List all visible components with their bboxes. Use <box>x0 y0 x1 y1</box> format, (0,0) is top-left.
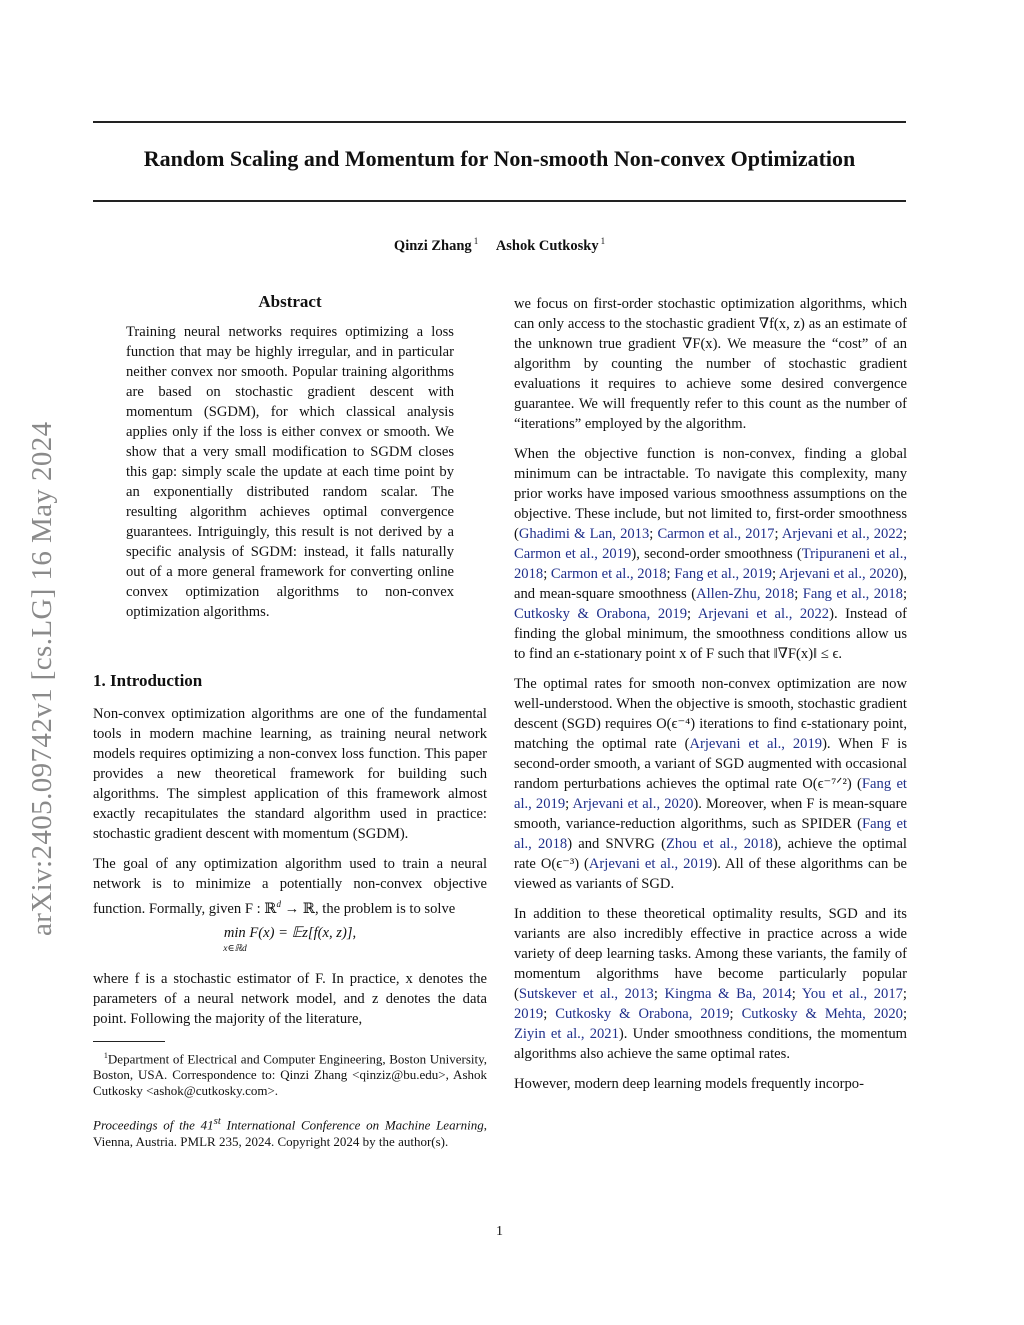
citation-link[interactable]: Carmon et al., 2019 <box>514 546 632 562</box>
right-column <box>514 294 907 1104</box>
citation-link[interactable]: Zhou et al., 2018 <box>666 836 773 852</box>
page-number: 1 <box>496 1224 503 1239</box>
citation-link[interactable]: Arjevani et al., 2020 <box>778 566 899 582</box>
citation-link[interactable]: Fang et al., 2018 <box>514 816 907 852</box>
citation-link[interactable]: 2019 <box>514 1006 544 1022</box>
body-paragraph: When the objective function is non-convex, finding a global minimum can be intractable. To navigate this complexity, many prior works have imposed various smoothness assumptions on the objective. These include, but not limited to, first-order smoothness (Ghadimi & Lan, 2013; Carmon et al., 2017; Arjevani et al., 2022; Carmon et al., 2019), second-order smoothness (Tripuraneni et al., 2018; Carmon et al., 2018; Fang et al., 2019; Arjevani et al., 2020), and mean-square smoothness (Allen-Zhu, 2018; Fang et al., 2018; Cutkosky & Orabona, 2019; Arjevani et al., 2022). Instead of finding the global minimum, the smoothness conditions allow us to find an ϵ-stationary point x of F such that ‖∇F(x)‖ ≤ ϵ. <box>514 446 908 662</box>
author: Qinzi Zhang $^1$ <box>393 236 479 254</box>
citation-link[interactable]: Cutkosky & Orabona, 2019 <box>514 606 688 622</box>
citation-link[interactable]: Fang et al., 2019 <box>514 776 907 812</box>
section-heading-introduction: 1. Introduction <box>93 671 203 690</box>
citation-link[interactable]: Carmon et al., 2017 <box>657 526 775 542</box>
intro-paragraph: where f is a stochastic estimator of F. In practice, x denotes the parameters of a neural network model, and z denotes the data point. Following the majority of the literature, <box>93 970 487 1027</box>
body-paragraph: However, modern deep learning models frequently incorpo- <box>514 1076 864 1092</box>
citation-link[interactable]: Cutkosky & Orabona, 2019 <box>555 1006 730 1022</box>
intro-paragraph: The goal of any optimization algorithm used to train a neural network is to minimize a potentially non-convex objective function. Formally, given F : ℝ$^d$ → ℝ, the problem is to solve <box>93 856 487 917</box>
citation-link[interactable]: Arjevani et al., 2019 <box>588 856 713 872</box>
arxiv-stamp: arXiv:2405.09742v1 [cs.LG] 16 May 2024 <box>26 421 58 936</box>
body-paragraph: In addition to these theoretical optimality results, SGD and its variants are also incredibly effective in practice across a wide variety of deep learning tasks. Among these variants, the family of momentum algorithms have become particularly popular (Sutskever et al., 2013; Kingma & Ba, 2014; You et al., 2017; 2019; Cutkosky & Orabona, 2019; Cutkosky & Mehta, 2020; Ziyin et al., 2021). Under smoothness conditions, the momentum algorithms also achieve the same optimal rates. <box>514 906 907 1062</box>
left-column <box>93 290 487 1150</box>
body-paragraph: we focus on first-order stochastic optimization algorithms, which can only access to the stochastic gradient ∇f(x, z) as an estimate of the unknown true gradient ∇F(x). We measure the “cost” of an algorithm by counting the number of stochastic gradient evaluations it requires to achieve some desired convergence guarantee. We will frequently refer to this count as the number of “iterations” employed by the algorithm. <box>514 296 907 432</box>
citation-link[interactable]: Arjevani et al., 2022 <box>781 526 903 542</box>
author: Ashok Cutkosky $^1$ <box>495 236 606 254</box>
proceedings-note: Proceedings of the 41st International Conference on Machine Learning, Vienna, Austria. PMLR 235, 2024. Copyright 2024 by the author(s). <box>93 1115 487 1149</box>
abstract-heading: Abstract <box>258 292 322 311</box>
title-rule-top <box>93 121 906 123</box>
citation-link[interactable]: Ziyin et al., 2021 <box>514 1026 619 1042</box>
affiliation-footnote: $^1$Department of Electrical and Computer Engineering, Boston University, Boston, USA. Correspondence to: Qinzi Zhang <qinziz@bu.edu>, Ashok Cutkosky <ashok@cutkosky.com>. <box>93 1050 488 1099</box>
citation-link[interactable]: Tripuraneni et al., 2018 <box>514 546 907 582</box>
citation-link[interactable]: Fang et al., 2019 <box>674 566 772 582</box>
body-paragraph: The optimal rates for smooth non-convex optimization are now well-understood. When the objective is smooth, stochastic gradient descent (SGD) requires O(ϵ⁻⁴) iterations to find ϵ-stationary point, matching the optimal rate (Arjevani et al., 2019). When F is second-order smooth, a variant of SGD augmented with occasional random perturbations achieves the optimal rate O(ϵ⁻⁷ᐟ²) (Fang et al., 2019; Arjevani et al., 2020). Moreover, when F is mean-square smooth, variance-reduction algorithms, such as SPIDER (Fang et al., 2018) and SNVRG (Zhou et al., 2018), achieve the optimal rate O(ϵ⁻³) (Arjevani et al., 2019). All of these algorithms can be viewed as variants of SGD. <box>514 676 907 892</box>
paper-title: Random Scaling and Momentum for Non-smooth Non-convex Optimization <box>143 146 856 171</box>
citation-link[interactable]: You et al., 2017 <box>801 986 903 1002</box>
author-list <box>93 236 906 255</box>
footnote-rule <box>93 1041 165 1042</box>
citation-link[interactable]: Sutskever et al., 2013 <box>518 986 654 1002</box>
equation-objective: min F(x) = 𝔼z[f(x, z)], x∈ℝd <box>223 924 357 954</box>
citation-link[interactable]: Arjevani et al., 2020 <box>572 796 694 812</box>
citation-link[interactable]: Allen-Zhu, 2018 <box>696 586 795 602</box>
citation-link[interactable]: Arjevani et al., 2022 <box>697 606 830 622</box>
citation-link[interactable]: Carmon et al., 2018 <box>550 566 667 582</box>
citation-link[interactable]: Ghadimi & Lan, 2013 <box>518 526 650 542</box>
intro-paragraph: Non-convex optimization algorithms are one of the fundamental tools in modern machine learning, as training neural network models requires optimizing a non-convex loss function. This paper provides a new theoretical framework for building such algorithms. The simplest application of this framework almost exactly recapitulates the standard algorithm used in practice: stochastic gradient descent with momentum (SGDM). <box>93 706 487 842</box>
citation-link[interactable]: Arjevani et al., 2019 <box>689 736 823 752</box>
citation-link[interactable]: Fang et al., 2018 <box>802 586 903 602</box>
citation-link[interactable]: Kingma & Ba, 2014 <box>664 986 792 1002</box>
citation-link[interactable]: Cutkosky & Mehta, 2020 <box>741 1006 903 1022</box>
abstract-text: Training neural networks requires optimizing a loss function that may be highly irregular, and in particular neither convex nor smooth. Popular training algorithms are based on stochastic gradient descent with momentum (SGDM), for which classical analysis applies only if the loss is either convex or smooth. We show that a very small modification to SGDM closes this gap: simply scale the update at each time point by an exponentially distributed random scalar. The resulting algorithm achieves optimal convergence guarantees. Intriguingly, this result is not derived by a specific analysis of SGDM: instead, it falls naturally out of a more general framework for converting online convex optimization algorithms to non-convex optimization algorithms. <box>126 324 454 620</box>
title-rule-bottom <box>93 200 906 202</box>
